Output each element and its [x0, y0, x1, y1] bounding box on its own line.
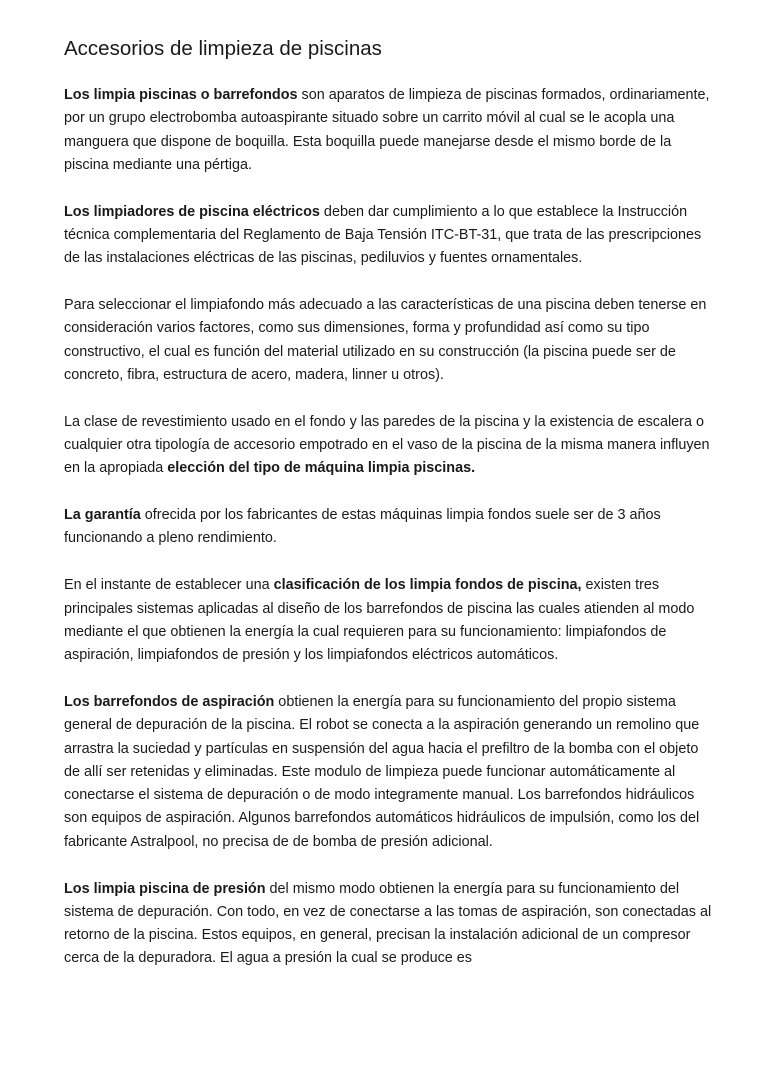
- page-title: Accesorios de limpieza de piscinas: [64, 37, 382, 60]
- bold-text: La garantía: [64, 507, 141, 524]
- paragraph-2: [64, 201, 712, 271]
- paragraph-3: [64, 294, 712, 387]
- bold-text: clasificación de los limpia fondos de piscina,: [273, 577, 582, 594]
- paragraph-text: En el instante de establecer una: [64, 577, 274, 594]
- paragraph-7: [64, 691, 712, 854]
- paragraph-text: Para seleccionar el limpiafondo más adecuado a las características de una piscina deben tenerse en consideración varios factores, como sus dimensiones, forma y profundidad así como su tipo constructivo, el cual es función del material utilizado en su construcción (la piscina puede ser de concreto, fibra, estructura de acero, madera, linner u otros).: [64, 297, 707, 383]
- paragraph-text: ofrecida por los fabricantes de estas máquinas limpia fondos suele ser de 3 años funcionando a pleno rendimiento.: [64, 507, 661, 547]
- paragraph-text: existen tres principales sistemas aplicadas al diseño de los barrefondos de piscina las cuales atienden al modo mediante el que obtienen la energía la cual requieren para su funcionamiento: limpiafondos de aspiración, limpiafondos de presión y los limpiafondos eléctricos automáticos.: [64, 577, 695, 664]
- paragraph-5: [64, 504, 712, 551]
- bold-text: Los limpiadores de piscina eléctricos: [64, 203, 320, 220]
- paragraph-text: La clase de revestimiento usado en el fondo y las paredes de la piscina y la existencia de escalera o cualquier otra tipología de accesorio empotrado en el vaso de la piscina de la misma manera influyen en la apropiada: [64, 413, 710, 477]
- paragraph-4: [64, 411, 712, 481]
- paragraph-6: [64, 574, 712, 667]
- paragraph-1: [64, 84, 712, 177]
- paragraph-text: obtienen la energía para su funcionamiento del propio sistema general de depuración de la piscina. El robot se conecta a la aspiración generando un remolino que arrastra la suciedad y partículas en suspensión del agua hacia el prefiltro de la bomba con el objeto de allí ser retenidas y eliminadas. Este modulo de limpieza puede funcionar automáticamente al conectarse el sistema de depuración o de modo integramente manual. Los barrefondos hidráulicos son equipos de aspiración. Algunos barrefondos automáticos hidráulicos de impulsión, como los del fabricante Astralpool, no precisa de de bomba de presión adicional.: [64, 693, 700, 850]
- paragraph-text: son aparatos de limpieza de piscinas formados, ordinariamente, por un grupo electrobomba autoaspirante situado sobre un carrito móvil al cual se le acopla una manguera que dispone de boquilla. Esta boquilla puede manejarse desde el mismo borde de la piscina mediante una pértiga.: [64, 87, 710, 173]
- bold-text: Los limpia piscina de presión: [64, 880, 266, 897]
- document-page: [64, 36, 712, 994]
- paragraph-8: [64, 878, 712, 971]
- bold-text: Los barrefondos de aspiración: [64, 693, 275, 710]
- bold-text: elección del tipo de máquina limpia piscinas.: [167, 460, 476, 477]
- paragraph-text: deben dar cumplimiento a lo que establece la Instrucción técnica complementaria del Reglamento de Baja Tensión ITC-BT-31, que trata de las prescripciones de las instalaciones eléctricas de las piscinas, pediluvios y fuentes ornamentales.: [64, 203, 702, 267]
- paragraph-text: del mismo modo obtienen la energía para su funcionamiento del sistema de depuración. Con todo, en vez de conectarse a las tomas de aspiración, son conectadas al retorno de la piscina. Estos equipos, en general, precisan la instalación adicional de un compresor cerca de la depuradora. El agua a presión la cual se produce es: [64, 880, 712, 967]
- bold-text: Los limpia piscinas o barrefondos: [64, 87, 298, 103]
